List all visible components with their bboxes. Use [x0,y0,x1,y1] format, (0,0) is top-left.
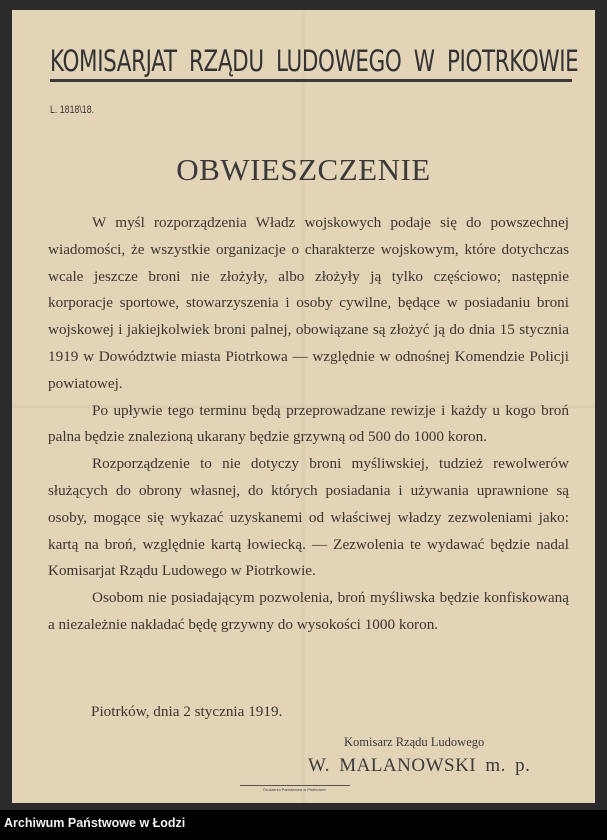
header-rule [50,79,572,82]
signature-name: W. MALANOWSKI m. p. [308,755,531,776]
document-title: OBWIESZCZENIE [176,152,431,187]
signature-role: Komisarz Rządu Ludowego [344,735,485,749]
notice-body [48,210,569,639]
paragraph-1: W myśl rozporządzenia Władz wojskowych podaje się do powszechnej wiadomości, że wszystkie organizacje o charakterze wojskowym, które dotychczas wcale jeszcze broni nie złożyły, albo złożyły ją tylko częściowo; następnie korporacje sportowe, stowarzyszenia i osoby cywilne, będące w posiadaniu broni wojskowej i jakiejkolwiek broni palnej, obowiązane są złożyć ją do dnia 15 stycznia 1919 w Dowództwie miasta Piotrkowa — względnie w odnośnej Komendzie Policji powiatowej. [48,214,569,392]
printer-imprint: Drukarnia Państwowa w Piotrkowie. [240,785,350,792]
date-line: Piotrków, dnia 2 stycznia 1919. [91,703,283,720]
paragraph-2: Po upływie tego terminu będą przeprowadzane rewizje i każdy u kogo broń palna będzie znalezioną ukarany będzie grzywną od 500 do 1000 koron. [48,401,569,446]
reference-number: L. 1818\18. [50,104,95,116]
poster-sheet [12,10,595,803]
issuer-header: KOMISARJAT RZĄDU LUDOWEGO W PIOTRKOWIE [50,44,579,78]
paragraph-4: Osobom nie posiadającym pozwolenia, broń myśliwska będzie konfiskowaną a niezależnie nakładać będę grzywny do wysokości 1000 koron. [48,589,569,633]
paragraph-3: Rozporządzenie to nie dotyczy broni myśliwskiej, tudzież rewolwerów służących do obrony własnej, do których posiadania i używania uprawnione są osoby, mogące się wykazać uzyskanemi od właściwej władzy zezwoleniami jako: kartą na broń, względnie kartą łowiecką. — Zezwolenia te wydawać będzie nadal Komisarjat Rządu Ludowego w Piotrkowie. [48,455,569,580]
archive-caption: Archiwum Państwowe w Łodzi [4,816,186,830]
